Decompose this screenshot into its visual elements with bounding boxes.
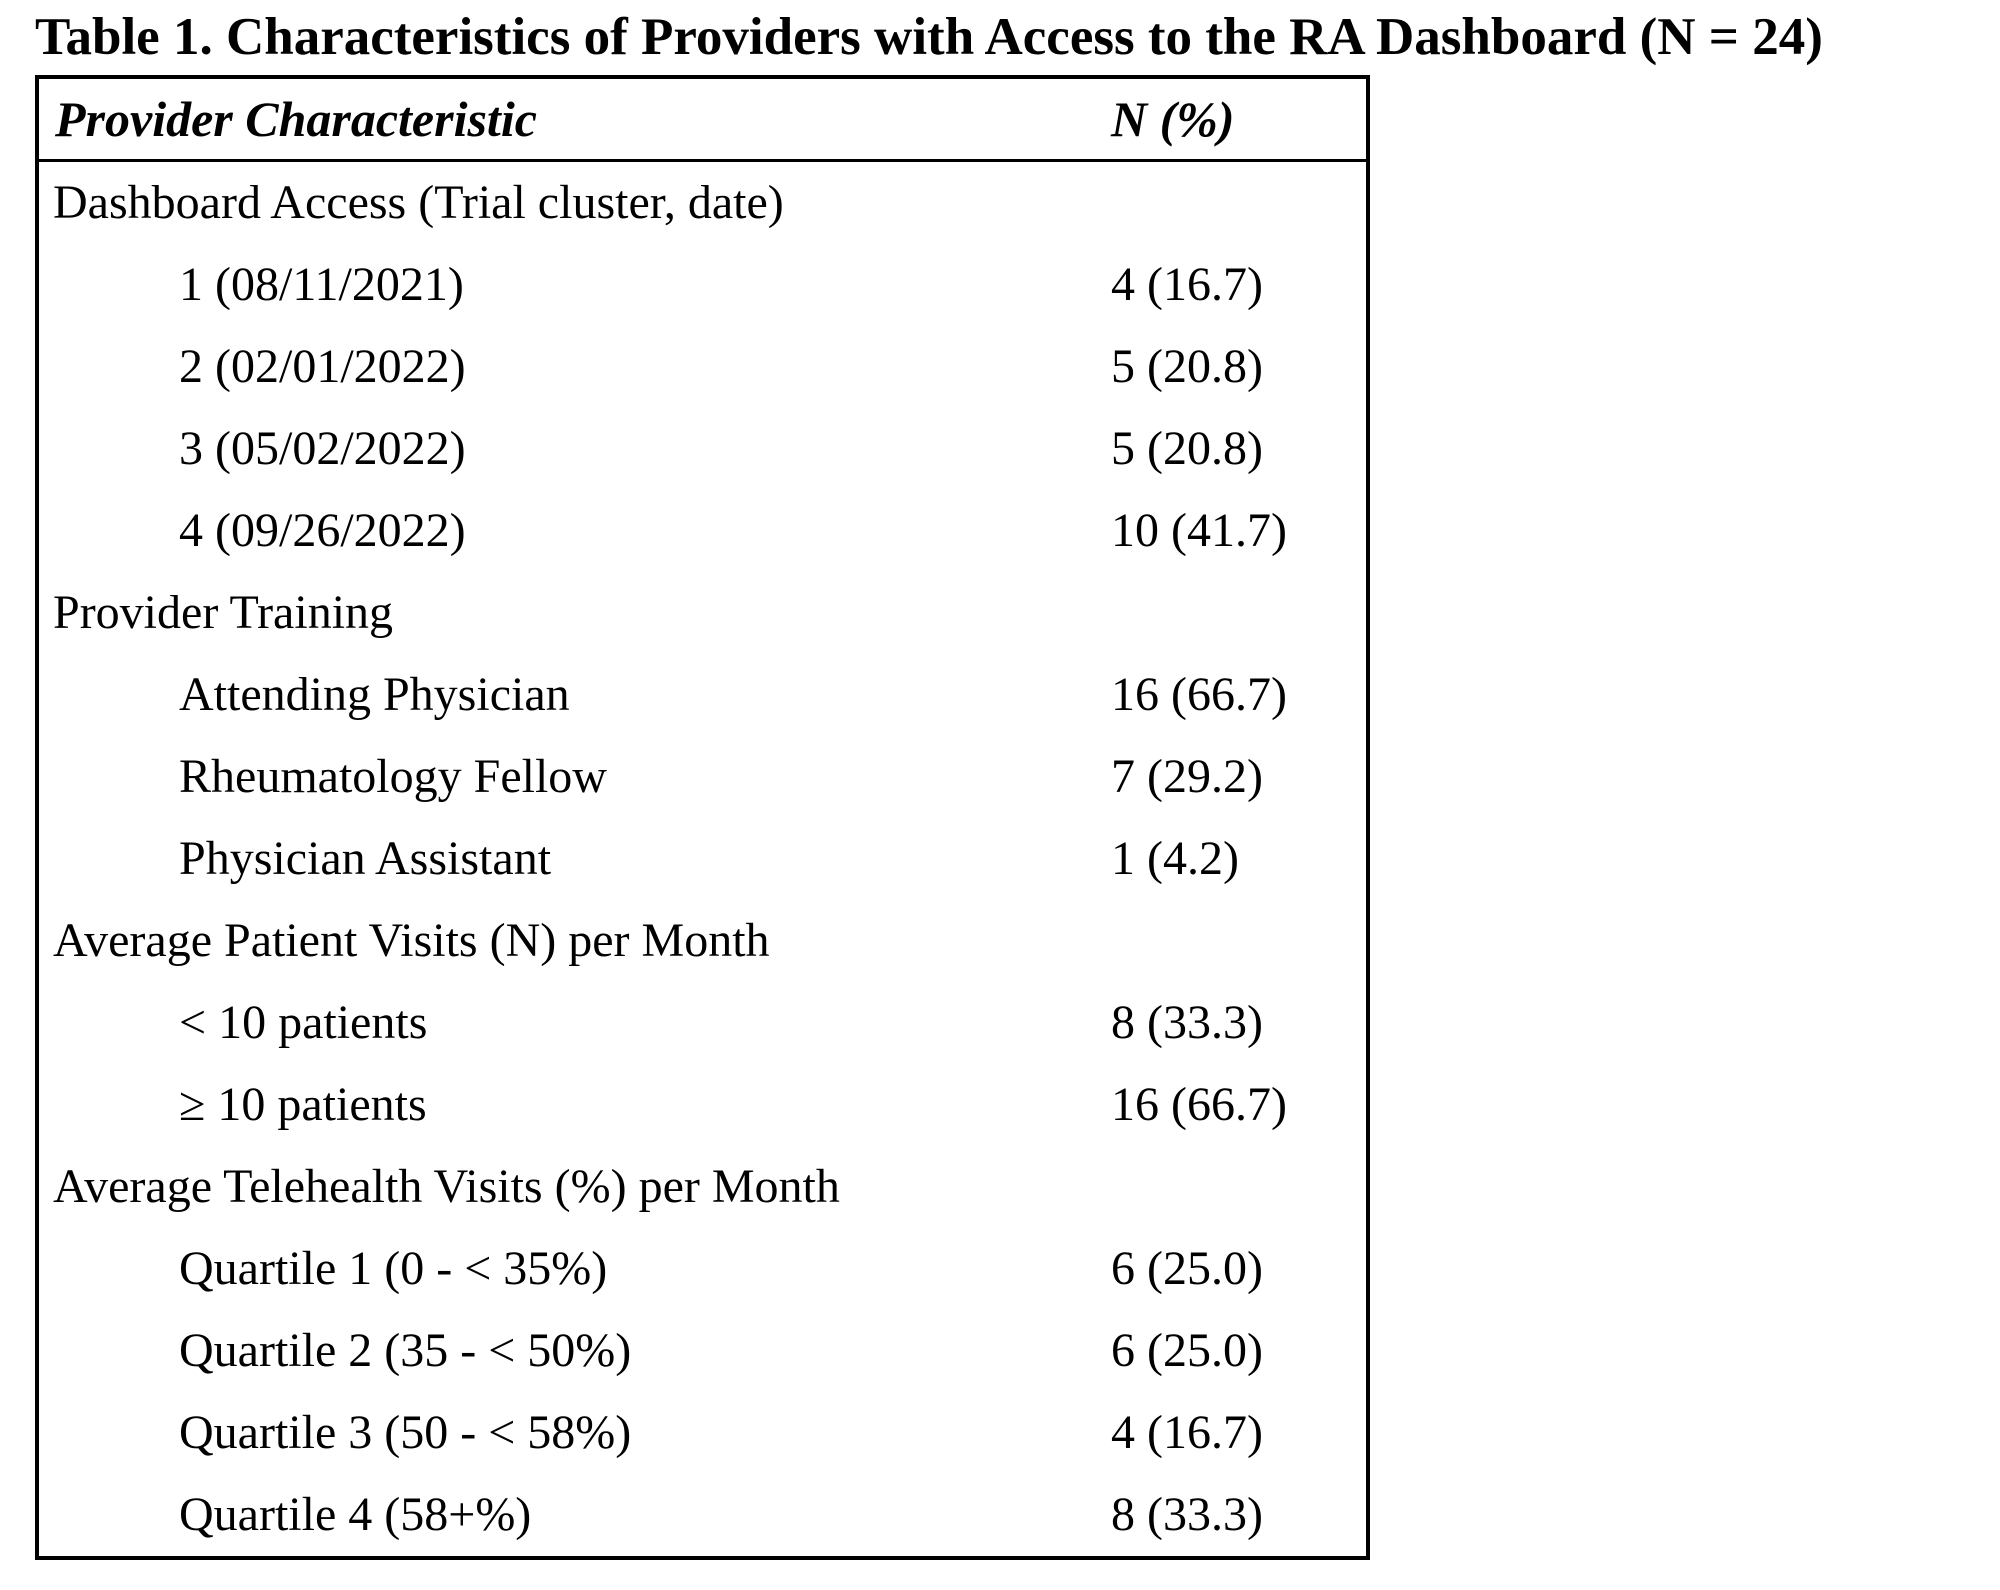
row-label: Rheumatology Fellow bbox=[179, 749, 607, 803]
row-label: Quartile 1 (0 - < 35%) bbox=[179, 1241, 608, 1295]
column-header-provider-characteristic: Provider Characteristic bbox=[37, 77, 1109, 161]
row-value bbox=[1109, 161, 1368, 245]
table-title: Table 1. Characteristics of Providers with Access to the RA Dashboard (N = 24) bbox=[35, 8, 1823, 66]
row-label: Attending Physician bbox=[179, 667, 570, 721]
table-row bbox=[37, 1228, 1368, 1310]
row-value bbox=[1109, 572, 1368, 654]
table-row bbox=[37, 982, 1368, 1064]
header-row bbox=[37, 77, 1368, 161]
table-row bbox=[37, 572, 1368, 654]
row-value: 8 (33.3) bbox=[1111, 1487, 1263, 1541]
row-value: 5 (20.8) bbox=[1111, 339, 1263, 393]
row-label: ≥ 10 patients bbox=[179, 1077, 427, 1131]
row-value: 4 (16.7) bbox=[1111, 257, 1263, 311]
table-body bbox=[37, 161, 1368, 1559]
row-label: Average Telehealth Visits (%) per Month bbox=[53, 1159, 840, 1213]
table-header bbox=[37, 77, 1368, 161]
provider-characteristics-table bbox=[35, 75, 1370, 1560]
row-label: Quartile 2 (35 - < 50%) bbox=[179, 1323, 632, 1377]
row-value: 10 (41.7) bbox=[1111, 503, 1287, 557]
row-label: Dashboard Access (Trial cluster, date) bbox=[53, 175, 784, 229]
row-value: 4 (16.7) bbox=[1111, 1405, 1263, 1459]
row-label: 3 (05/02/2022) bbox=[179, 421, 466, 475]
row-value: 7 (29.2) bbox=[1111, 749, 1263, 803]
table-row bbox=[37, 1392, 1368, 1474]
table-row bbox=[37, 244, 1368, 326]
row-label: Quartile 3 (50 - < 58%) bbox=[179, 1405, 632, 1459]
table-row bbox=[37, 161, 1368, 245]
row-label: 2 (02/01/2022) bbox=[179, 339, 466, 393]
row-label: < 10 patients bbox=[179, 995, 428, 1049]
row-label: Quartile 4 (58+%) bbox=[179, 1487, 532, 1541]
row-label: 1 (08/11/2021) bbox=[179, 257, 464, 311]
row-value: 1 (4.2) bbox=[1111, 831, 1239, 885]
table-row bbox=[37, 1310, 1368, 1392]
row-value bbox=[1109, 900, 1368, 982]
row-label: 4 (09/26/2022) bbox=[179, 503, 466, 557]
row-value: 16 (66.7) bbox=[1111, 667, 1287, 721]
row-value bbox=[1109, 1146, 1368, 1228]
table-row bbox=[37, 818, 1368, 900]
table-row bbox=[37, 1474, 1368, 1558]
table-row bbox=[37, 490, 1368, 572]
table-row bbox=[37, 654, 1368, 736]
table-row bbox=[37, 1064, 1368, 1146]
table-row bbox=[37, 408, 1368, 490]
row-value: 6 (25.0) bbox=[1111, 1323, 1263, 1377]
row-value: 8 (33.3) bbox=[1111, 995, 1263, 1049]
row-value: 6 (25.0) bbox=[1111, 1241, 1263, 1295]
table-row bbox=[37, 1146, 1368, 1228]
row-label: Physician Assistant bbox=[179, 831, 552, 885]
row-label: Average Patient Visits (N) per Month bbox=[53, 913, 770, 967]
table-row bbox=[37, 736, 1368, 818]
row-value: 16 (66.7) bbox=[1111, 1077, 1287, 1131]
table-row bbox=[37, 900, 1368, 982]
row-label: Provider Training bbox=[53, 585, 394, 639]
column-header-n-percent: N (%) bbox=[1109, 77, 1368, 161]
row-value: 5 (20.8) bbox=[1111, 421, 1263, 475]
table-row bbox=[37, 326, 1368, 408]
